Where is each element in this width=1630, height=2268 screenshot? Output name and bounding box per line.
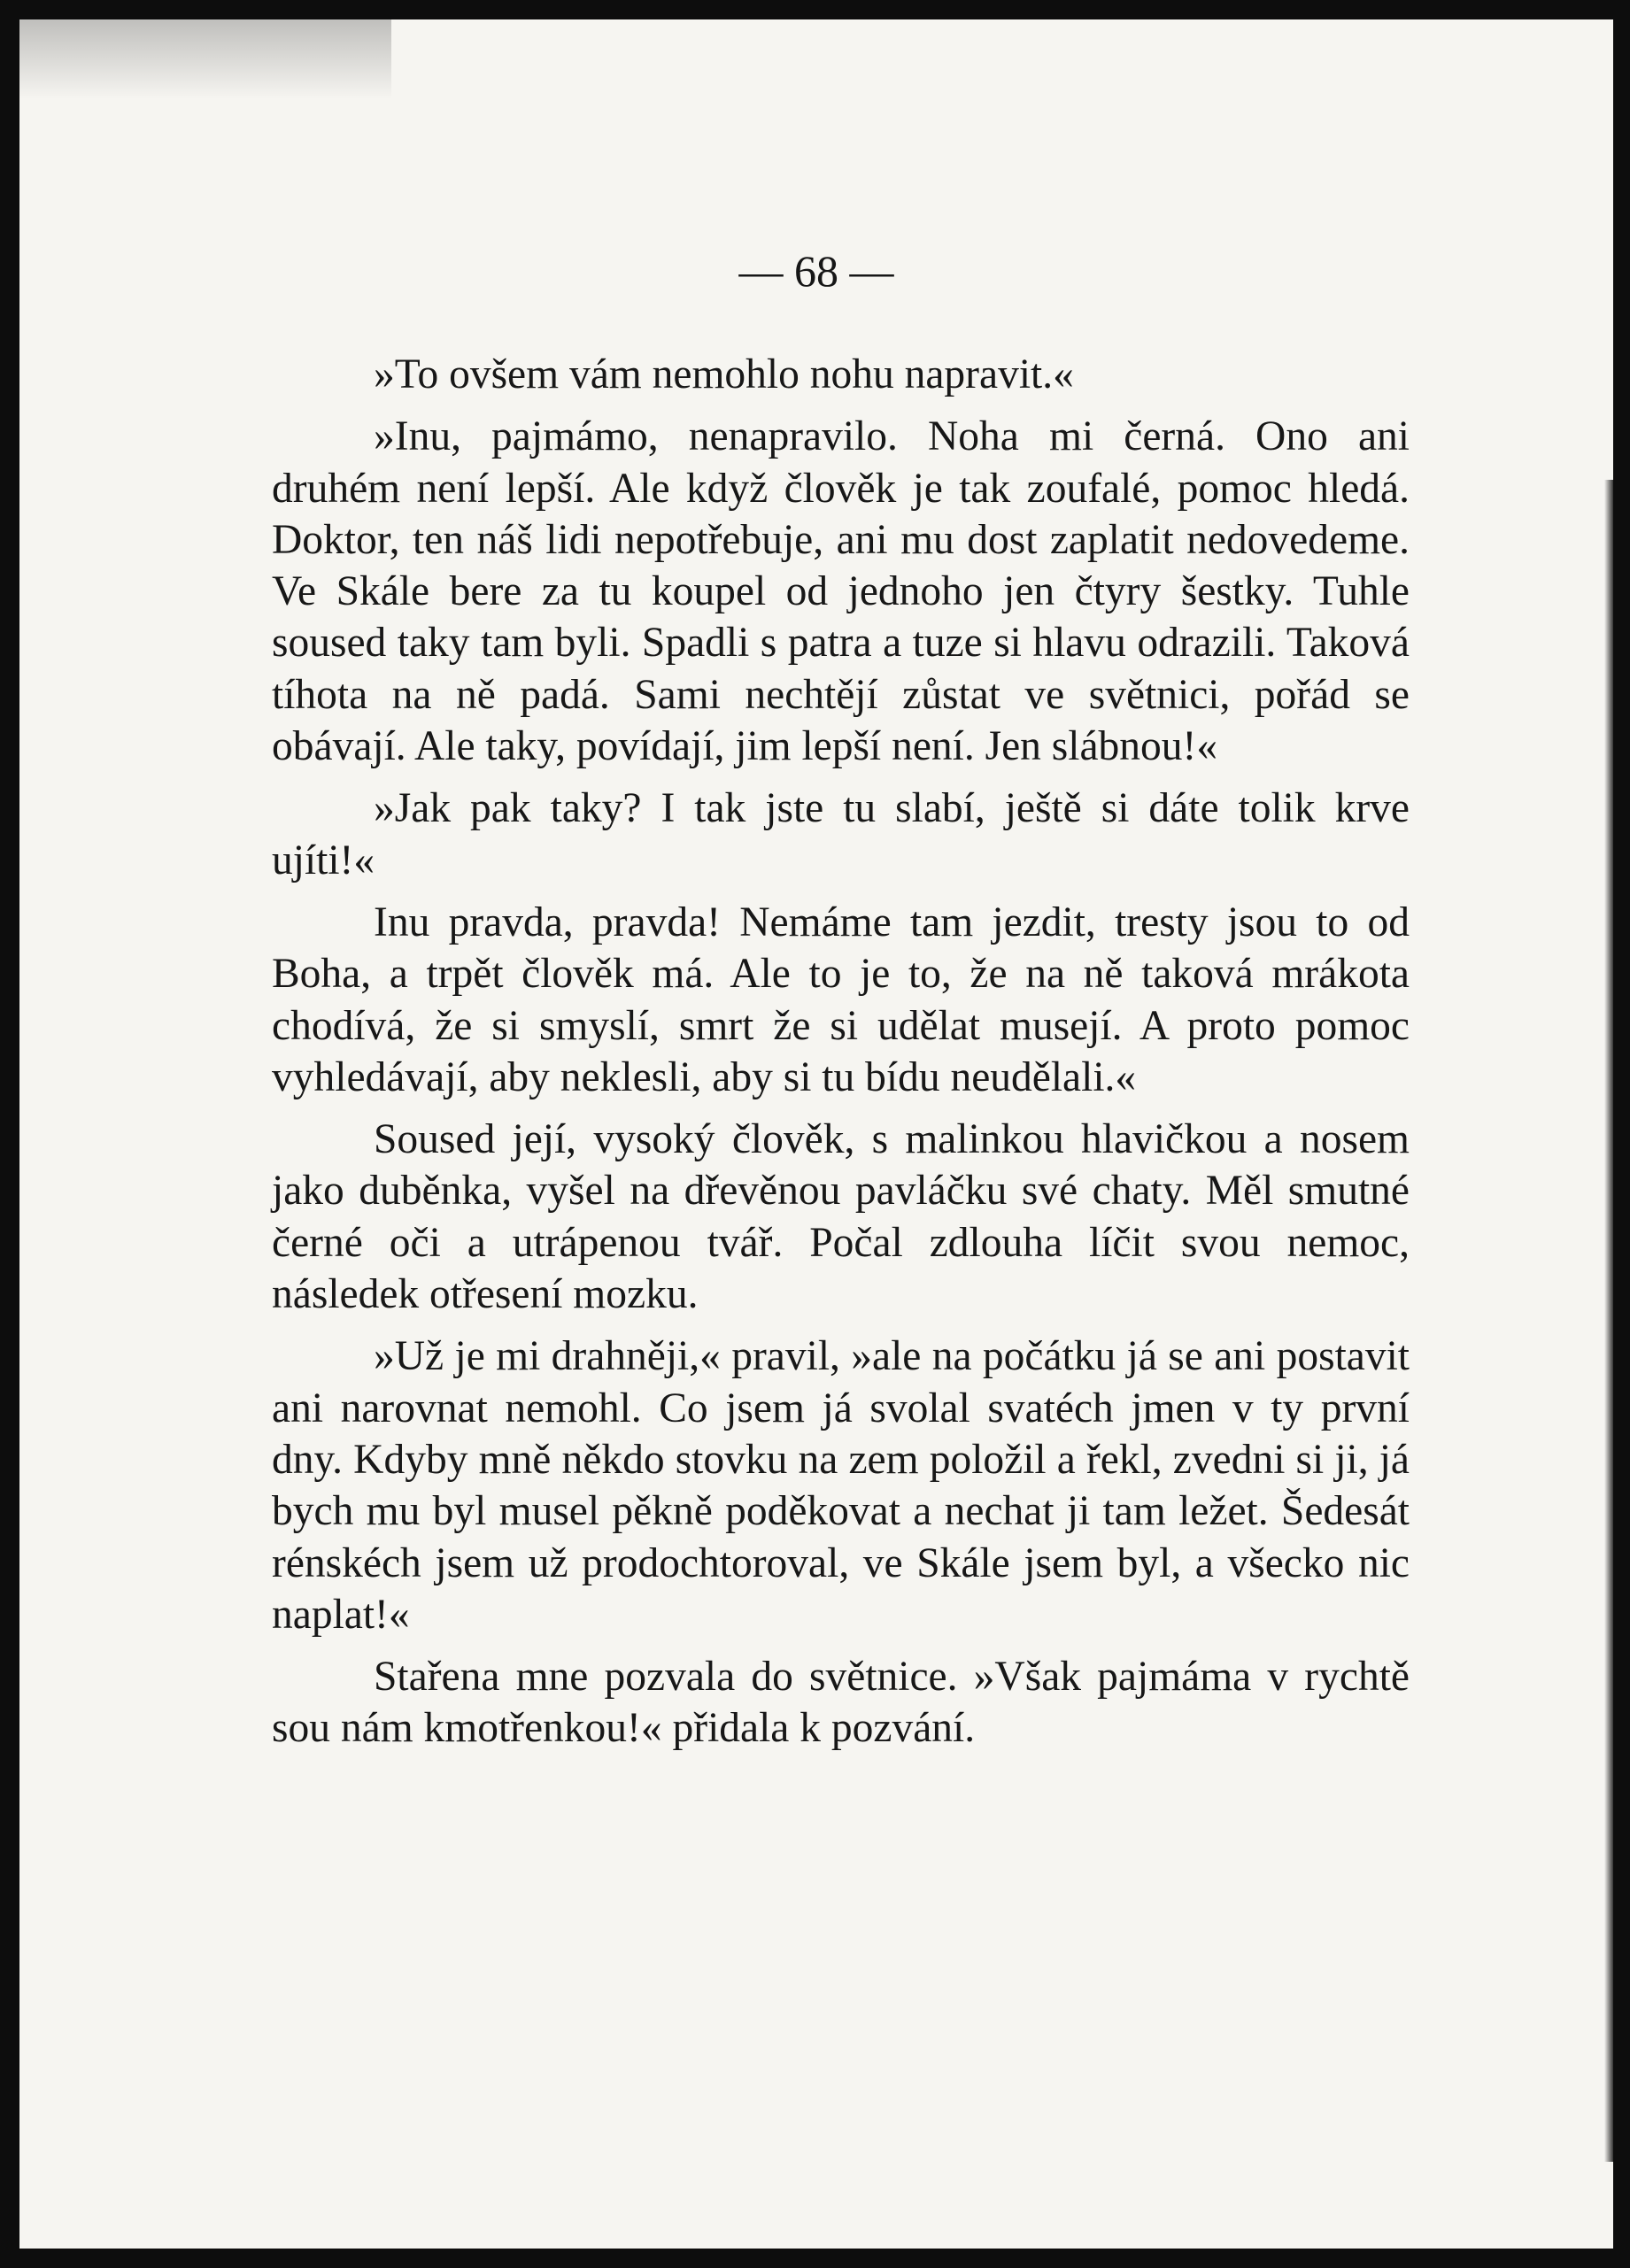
page-number: — 68 — bbox=[738, 246, 894, 296]
body-text bbox=[272, 349, 1410, 1765]
paragraph: Stařena mne pozvala do světnice. »Však pajmáma v rychtě sou nám kmotřenkou!« přidala k pozvání. bbox=[272, 1654, 1410, 1752]
book-page bbox=[19, 19, 1613, 2249]
paragraph: »Už je mi drahněji,« pravil, »ale na počátku já se ani postavit ani narovnat nemohl. Co jsem já svolal svatéch jmen v ty první dny. Kdyby mně někdo stovku na zem položil a řekl, zvedni si ji, já bych mu byl musel pěkně poděkovat a nechat ji tam ležet. Šedesát rénskéch jsem už prodochtoroval, ve Skále jsem byl, a všecko nic naplat!« bbox=[272, 1333, 1410, 1638]
paragraph: Soused její, vysoký člověk, s malinkou hlavičkou a nosem jako duběnka, vyšel na dřevěnou pavláčku své chaty. Měl smutné černé oči a utrápenou tvář. Počal zdlouha líčit svou nemoc, následek otřesení mozku. bbox=[272, 1116, 1410, 1318]
scan-smudge bbox=[19, 19, 391, 99]
paragraph: Inu pravda, pravda! Nemáme tam jezdit, tresty jsou to od Boha, a trpět člověk má. Ale to je to, že na ně taková mrákota chodívá, že si smyslí, smrt že si udělat musejí. A proto pomoc vyhledávají, aby neklesli, aby si tu bídu neudělali.« bbox=[272, 899, 1410, 1100]
paragraph: »To ovšem vám nemohlo nohu napravit.« bbox=[374, 351, 1074, 397]
page-edge-shadow bbox=[1604, 480, 1613, 2162]
paragraph: »Jak pak taky? I tak jste tu slabí, ještě si dáte tolik krve ujíti!« bbox=[272, 785, 1410, 883]
paragraph: »Inu, pajmámo, nenapravilo. Noha mi černá. Ono ani druhém není lepší. Ale když člověk je tak zoufalé, pomoc hledá. Doktor, ten náš lidi nepotřebuje, ani mu dost zaplatit nedovedeme. Ve Skále bere za tu koupel od jednoho jen čtyry šestky. Tuhle soused taky tam byli. Spadli s patra a tuze si hlavu odrazili. Taková tíhota na ně padá. Sami nechtějí zůstat ve světnici, pořád se obávají. Ale taky, povídají, jim lepší není. Jen slábnou!« bbox=[272, 413, 1410, 770]
